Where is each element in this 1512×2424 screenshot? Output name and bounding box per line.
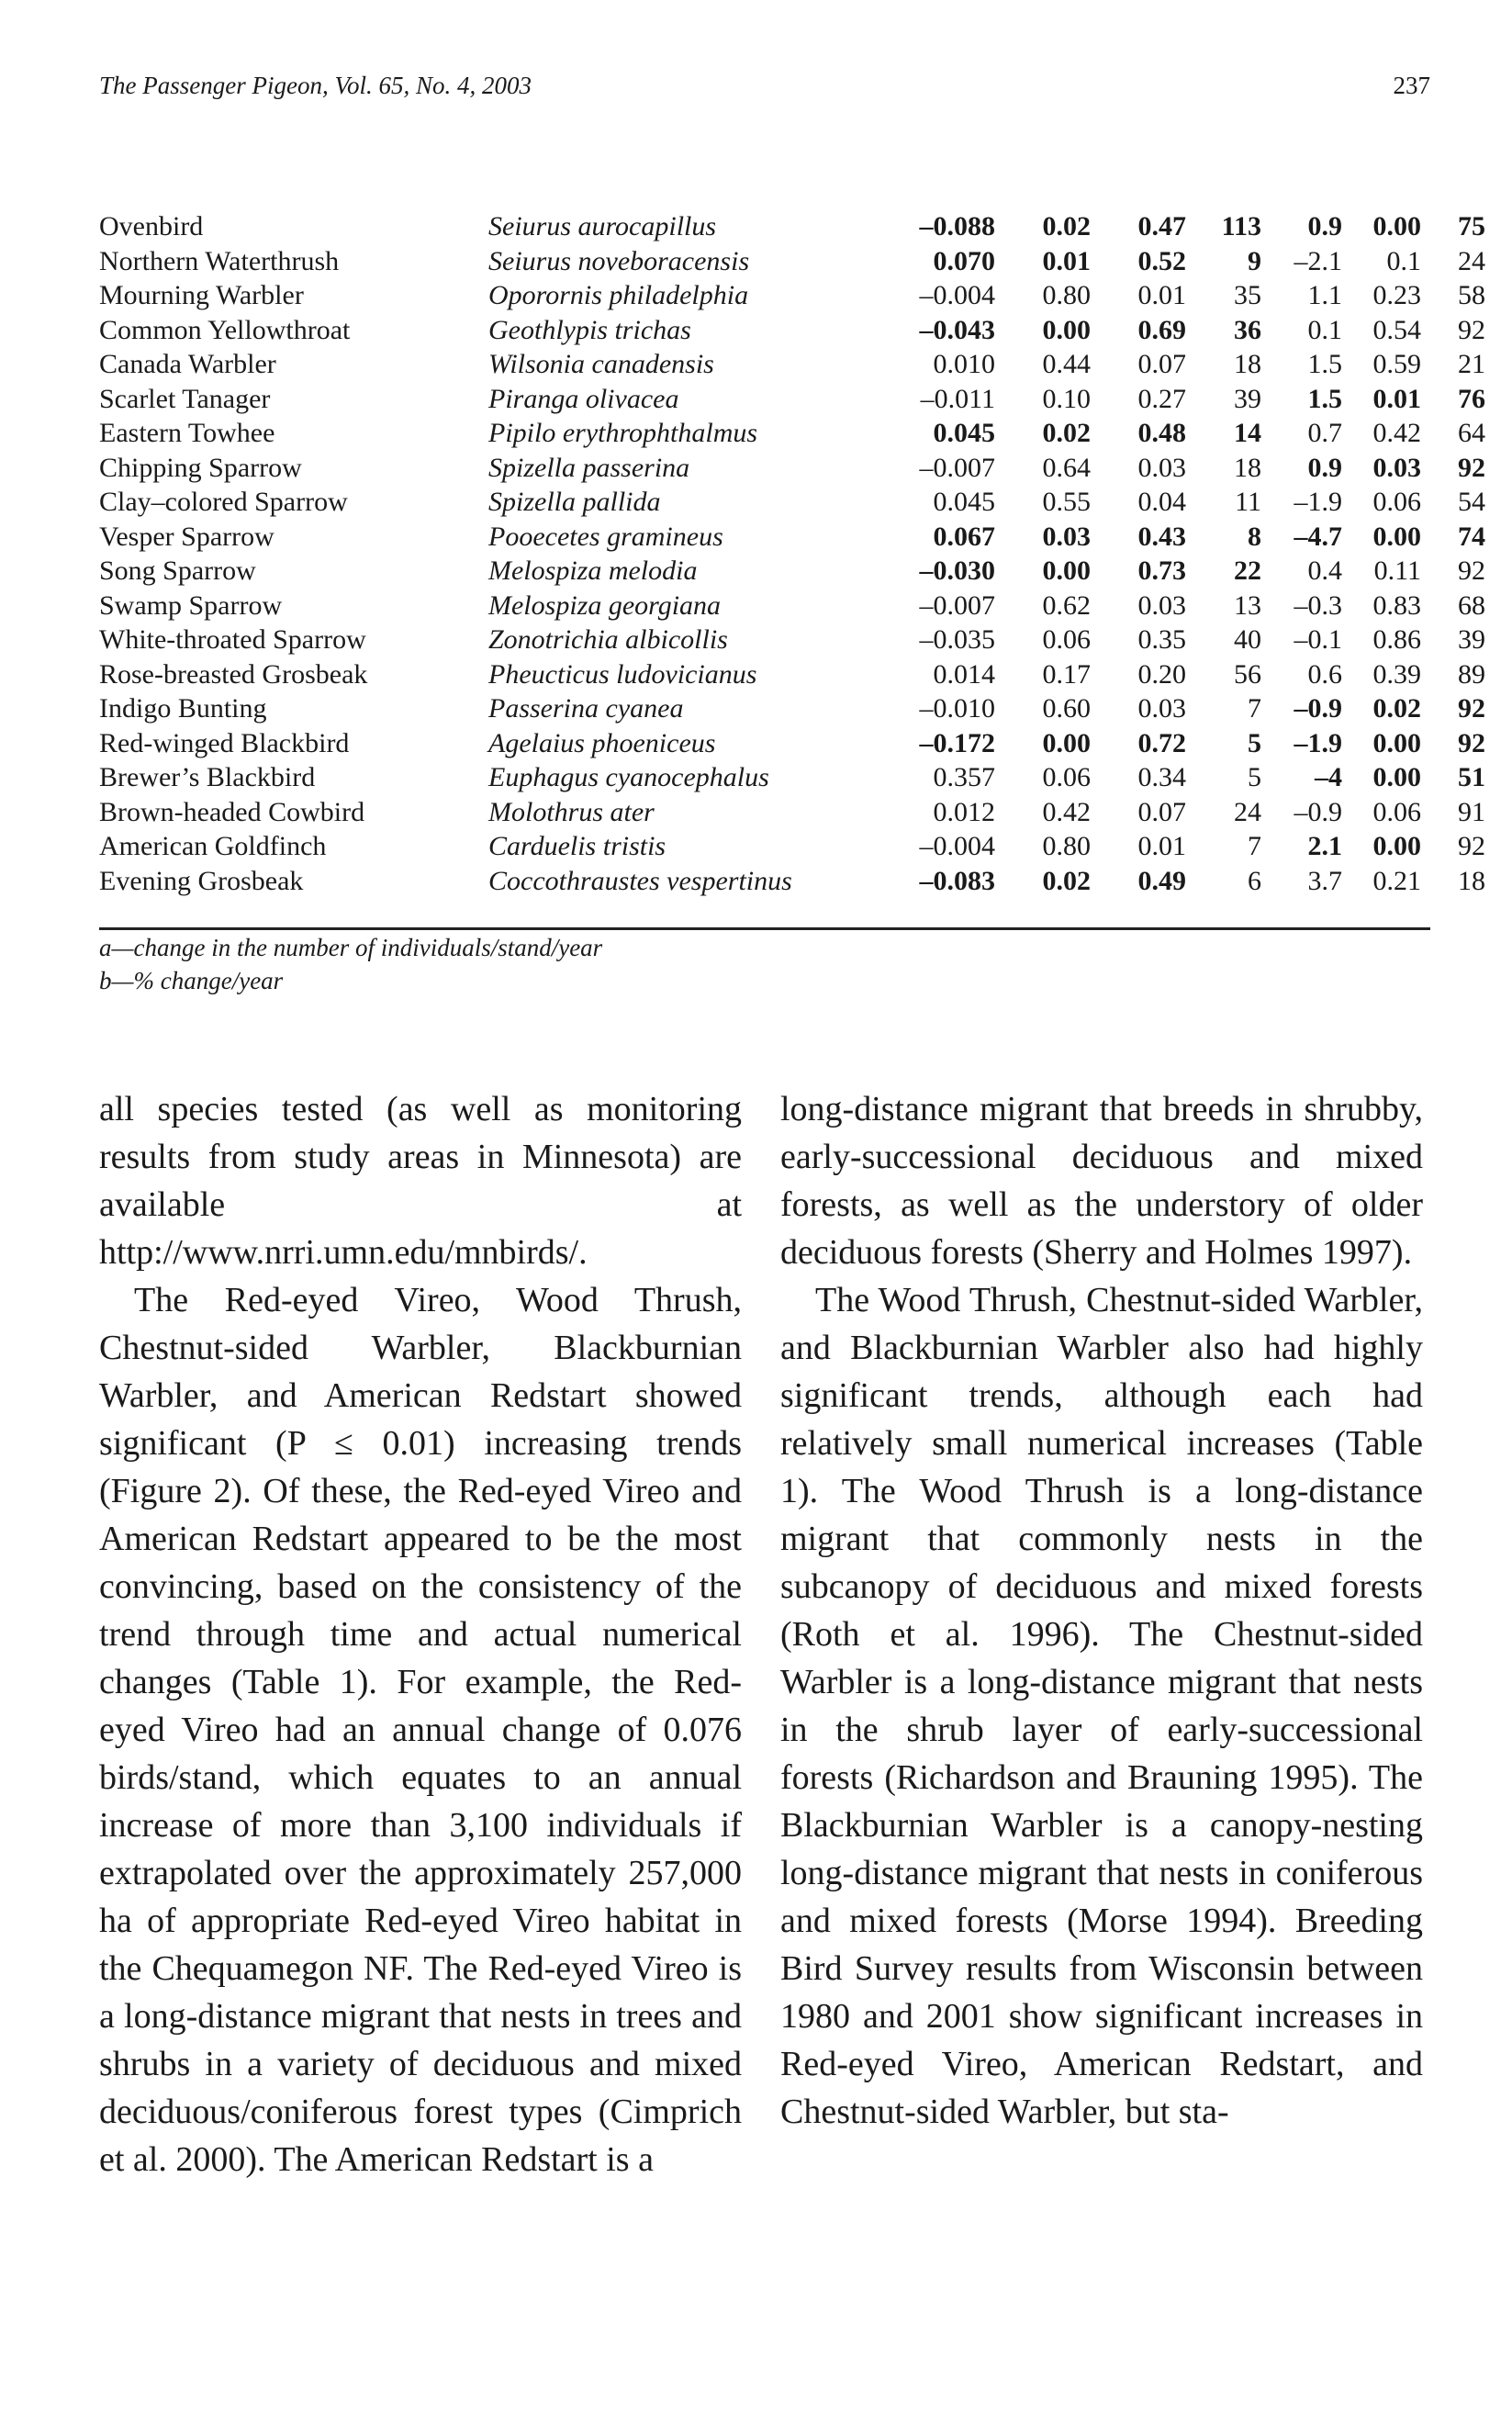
table-cell: 0.02	[1042, 865, 1091, 896]
table-cell: 0.80	[1042, 280, 1091, 310]
table-cell: 113	[1221, 211, 1261, 241]
species-scientific-name: Passerina cyanea	[488, 693, 684, 724]
species-common-name: Chipping Sparrow	[99, 452, 302, 483]
table-row	[99, 278, 1485, 313]
table-cell: 0.03	[1137, 589, 1186, 621]
table-cell: –0.088	[919, 211, 995, 241]
table-cell: –0.1	[1294, 624, 1342, 655]
table-cell: 40	[1234, 624, 1261, 655]
paragraph: all species tested (as well as monitoring results from study areas in Minnesota) are available at http://www.nrri.umn.edu/mnbirds/.	[99, 1090, 742, 1272]
table-cell: 0.59	[1372, 349, 1421, 379]
table-row	[99, 209, 1485, 244]
table-cell: 0.00	[1372, 762, 1421, 792]
paragraph: The Wood Thrush, Chestnut-sided Warbler, and Blackburnian Warbler also had highly significant trends, although each had relatively small numerical increases (Table 1). The Wood Thrush is a long-distance migrant that commonly nests in the subcanopy of deciduous and mixed forests (Roth et al. 1996). The Chestnut-sided Warbler is a long-distance migrant that nests in the shrub layer of early-successional forests (Richardson and Brauning 1995). The Blackburnian Warbler is a canopy-nesting long-distance migrant that nests in coniferous and mixed forests (Morse 1994). Breeding Bird Survey results from Wisconsin between 1980 and 2001 show significant increases in Red-eyed Vireo, American Redstart, and Chestnut-sided Warbler, but sta-	[780, 1281, 1423, 2131]
table-cell: –1.9	[1294, 727, 1342, 758]
table-cell: 0.9	[1307, 211, 1342, 241]
table-cell: 5	[1248, 727, 1261, 758]
table-cell: 0.23	[1372, 280, 1421, 310]
table-cell: –2.1	[1294, 245, 1342, 276]
table-row	[99, 382, 1485, 417]
table-cell: 74	[1458, 521, 1485, 552]
table-cell: 0.49	[1137, 865, 1186, 896]
table-cell: 0.00	[1372, 831, 1421, 861]
species-common-name: Swamp Sparrow	[99, 589, 283, 621]
table-cell: 18	[1234, 452, 1261, 483]
species-scientific-name: Oporornis philadelphia	[488, 280, 749, 310]
table-cell: –0.004	[919, 280, 995, 310]
species-common-name: Northern Waterthrush	[99, 245, 340, 276]
table-cell: 0.070	[933, 245, 995, 276]
table-cell: 36	[1234, 314, 1261, 345]
species-scientific-name: Geothlypis trichas	[488, 314, 691, 345]
table-row	[99, 589, 1485, 623]
page-number: 237	[1393, 72, 1430, 99]
table-cell: 0.03	[1137, 693, 1186, 724]
table-cell: 76	[1458, 383, 1485, 414]
table-cell: 51	[1458, 762, 1485, 792]
table-cell: –0.010	[919, 693, 995, 724]
table-cell: 0.01	[1137, 280, 1186, 310]
table-cell: –0.9	[1294, 693, 1342, 724]
table-cell: 0.00	[1042, 727, 1091, 758]
body-column-left	[99, 1085, 742, 2183]
table-cell: 56	[1234, 658, 1261, 690]
table-cell: 22	[1234, 556, 1261, 586]
table-cell: 0.00	[1042, 314, 1091, 345]
table-cell: 68	[1458, 589, 1485, 621]
table-cell: 92	[1458, 556, 1485, 586]
table-cell: 0.27	[1137, 383, 1186, 414]
table-cell: –0.030	[919, 556, 995, 586]
table-cell: 0.35	[1137, 624, 1186, 655]
species-common-name: Common Yellowthroat	[99, 314, 351, 345]
footnote-a: a—change in the number of individuals/stand/year	[99, 934, 603, 961]
table-cell: 0.4	[1307, 556, 1342, 586]
table-cell: 0.03	[1372, 452, 1421, 483]
species-scientific-name: Zonotrichia albicollis	[488, 624, 728, 655]
table-cell: 0.1	[1307, 314, 1342, 345]
species-scientific-name: Carduelis tristis	[488, 831, 666, 861]
species-common-name: Indigo Bunting	[99, 693, 267, 724]
table-cell: –0.011	[920, 383, 995, 414]
table-row	[99, 760, 1485, 795]
species-scientific-name: Piranga olivacea	[488, 383, 679, 414]
table-cell: 18	[1234, 349, 1261, 379]
body-column-right	[780, 1085, 1423, 2136]
table-cell: 0.11	[1373, 556, 1421, 586]
table-cell: 0.10	[1042, 383, 1091, 414]
table-cell: 0.86	[1372, 624, 1421, 655]
footnote-b: b—% change/year	[99, 967, 284, 994]
table-cell: 13	[1234, 589, 1261, 621]
table-cell: 0.02	[1372, 693, 1421, 724]
table-cell: 58	[1458, 280, 1485, 310]
table-cell: 0.01	[1137, 831, 1186, 861]
table-cell: 91	[1458, 796, 1485, 827]
table-cell: 0.06	[1042, 624, 1091, 655]
species-scientific-name: Pooecetes gramineus	[488, 521, 723, 552]
table-cell: –0.007	[919, 452, 995, 483]
table-cell: 35	[1234, 280, 1261, 310]
table-cell: 0.357	[933, 762, 995, 792]
species-common-name: Ovenbird	[99, 211, 204, 241]
table-cell: –4.7	[1294, 521, 1342, 552]
species-scientific-name: Melospiza georgiana	[488, 589, 722, 621]
table-cell: 0.01	[1042, 245, 1091, 276]
table-cell: 0.07	[1137, 796, 1186, 827]
table-cell: 0.73	[1137, 556, 1186, 586]
table-cell: 6	[1248, 865, 1261, 896]
table-cell: 0.55	[1042, 487, 1091, 517]
table-cell: 24	[1458, 245, 1485, 276]
table-cell: –0.007	[919, 589, 995, 621]
table-cell: 0.44	[1042, 349, 1091, 379]
table-cell: 0.012	[933, 796, 995, 827]
table-cell: 0.83	[1372, 589, 1421, 621]
species-common-name: Canada Warbler	[99, 349, 276, 379]
table-cell: 0.01	[1372, 383, 1421, 414]
table-cell: 0.04	[1137, 487, 1186, 517]
table-cell: 0.34	[1137, 762, 1186, 792]
table-cell: 39	[1234, 383, 1261, 414]
table-cell: 0.43	[1137, 521, 1186, 552]
table-cell: 1.1	[1307, 280, 1342, 310]
table-cell: 3.7	[1307, 865, 1342, 896]
table-cell: 0.1	[1386, 245, 1421, 276]
table-cell: 0.52	[1137, 245, 1186, 276]
species-common-name: Scarlet Tanager	[99, 383, 271, 414]
species-common-name: Rose-breasted Grosbeak	[99, 658, 368, 690]
table-cell: 21	[1458, 349, 1485, 379]
table-cell: 0.17	[1042, 658, 1091, 690]
table-cell: 89	[1458, 658, 1485, 690]
table-cell: 54	[1458, 487, 1485, 517]
table-cell: 0.39	[1372, 658, 1421, 690]
table-row	[99, 726, 1485, 761]
table-cell: 0.00	[1042, 556, 1091, 586]
table-cell: 0.045	[933, 487, 995, 517]
table-cell: 0.72	[1137, 727, 1186, 758]
table-cell: 0.06	[1042, 762, 1091, 792]
table-cell: –0.035	[919, 624, 995, 655]
table-cell: 0.64	[1042, 452, 1091, 483]
table-cell: 5	[1248, 762, 1261, 792]
species-common-name: Brewer’s Blackbird	[99, 762, 316, 792]
table-cell: –0.004	[919, 831, 995, 861]
table-row	[99, 416, 1485, 451]
table-cell: 0.02	[1042, 211, 1091, 241]
table-cell: 92	[1458, 314, 1485, 345]
table-cell: 0.014	[933, 658, 995, 690]
table-cell: 0.9	[1307, 452, 1342, 483]
paragraph: long-distance migrant that breeds in shrubby, early-successional deciduous and mixed forests, as well as the understory of older deciduous forests (Sherry and Holmes 1997).	[780, 1090, 1423, 1272]
table-cell: 0.00	[1372, 521, 1421, 552]
table-cell: –1.9	[1294, 487, 1342, 517]
table-row	[99, 347, 1485, 382]
table-cell: 92	[1458, 831, 1485, 861]
species-common-name: White-throated Sparrow	[99, 624, 366, 655]
table-cell: 2.1	[1307, 831, 1342, 861]
table-row	[99, 520, 1485, 555]
species-scientific-name: Pipilo erythrophthalmus	[488, 418, 758, 448]
table-row	[99, 451, 1485, 486]
table-cell: 0.69	[1137, 314, 1186, 345]
species-scientific-name: Seiurus aurocapillus	[488, 211, 717, 241]
table-cell: 64	[1458, 418, 1485, 448]
table-bottom-rule	[99, 927, 1430, 930]
species-scientific-name: Euphagus cyanocephalus	[488, 762, 769, 792]
table-cell: 0.00	[1372, 727, 1421, 758]
table-cell: 0.02	[1042, 418, 1091, 448]
species-trend-table	[99, 209, 1485, 898]
table-cell: 0.21	[1372, 865, 1421, 896]
table-cell: 0.045	[933, 418, 995, 448]
table-row	[99, 691, 1485, 726]
table-cell: 18	[1458, 865, 1485, 896]
table-cell: 0.42	[1372, 418, 1421, 448]
table-cell: 14	[1234, 418, 1261, 448]
table-cell: 0.47	[1137, 211, 1186, 241]
species-scientific-name: Spizella passerina	[488, 452, 690, 483]
species-common-name: Vesper Sparrow	[99, 521, 274, 552]
table-cell: 0.6	[1307, 658, 1342, 690]
table-cell: 0.54	[1372, 314, 1421, 345]
species-scientific-name: Agelaius phoeniceus	[488, 727, 716, 758]
species-common-name: Song Sparrow	[99, 556, 256, 586]
table-cell: –0.3	[1294, 589, 1342, 621]
table-row	[99, 864, 1485, 899]
species-common-name: Eastern Towhee	[99, 418, 275, 448]
table-cell: 0.06	[1372, 487, 1421, 517]
table-cell: –0.9	[1294, 796, 1342, 827]
species-scientific-name: Seiurus noveboracensis	[488, 245, 750, 276]
table-cell: 0.80	[1042, 831, 1091, 861]
table-cell: 1.5	[1307, 383, 1342, 414]
table-cell: 0.06	[1372, 796, 1421, 827]
species-scientific-name: Melospiza melodia	[488, 556, 698, 586]
table-footnotes	[99, 931, 602, 997]
table-cell: 0.067	[933, 521, 995, 552]
table-cell: –0.043	[919, 314, 995, 345]
species-scientific-name: Pheucticus ludovicianus	[488, 658, 757, 690]
table-cell: 24	[1234, 796, 1261, 827]
table-cell: 0.00	[1372, 211, 1421, 241]
species-common-name: Brown-headed Cowbird	[99, 796, 365, 827]
journal-title: The Passenger Pigeon, Vol. 65, No. 4, 2003	[99, 72, 532, 99]
table-cell: 0.03	[1042, 521, 1091, 552]
species-common-name: American Goldfinch	[99, 831, 327, 861]
table-cell: 0.60	[1042, 693, 1091, 724]
table-cell: –4	[1315, 762, 1342, 792]
table-cell: 0.07	[1137, 349, 1186, 379]
paragraph: The Red-eyed Vireo, Wood Thrush, Chestnut-sided Warbler, Blackburnian Warbler, and American Redstart showed significant (P ≤ 0.01) increasing trends (Figure 2). Of these, the Red-eyed Vireo and American Redstart appeared to be the most convincing, based on the consistency of the trend through time and actual numerical changes (Table 1). For example, the Red-eyed Vireo had an annual change of 0.076 birds/stand, which equates to an annual increase of more than 3,100 individuals if extrapolated over the approximately 257,000 ha of appropriate Red-eyed Vireo habitat in the Chequamegon NF. The Red-eyed Vireo is a long-distance migrant that nests in trees and shrubs in a variety of deciduous and mixed deciduous/coniferous forest types (Cimprich et al. 2000). The American Redstart is a	[99, 1281, 742, 2179]
table-cell: 0.010	[933, 349, 995, 379]
table-cell: 75	[1458, 211, 1485, 241]
species-common-name: Red-winged Blackbird	[99, 727, 350, 758]
table-cell: 8	[1248, 521, 1261, 552]
species-common-name: Mourning Warbler	[99, 280, 304, 310]
table-cell: 0.48	[1137, 418, 1186, 448]
table-cell: 7	[1248, 693, 1261, 724]
table-row	[99, 313, 1485, 348]
species-scientific-name: Coccothraustes vespertinus	[488, 865, 792, 896]
table-cell: 7	[1248, 831, 1261, 861]
species-scientific-name: Wilsonia canadensis	[488, 349, 714, 379]
table-cell: –0.083	[919, 865, 995, 896]
table-cell: 0.42	[1042, 796, 1091, 827]
species-scientific-name: Molothrus ater	[488, 796, 655, 827]
table-cell: 11	[1235, 487, 1261, 517]
table-cell: 0.20	[1137, 658, 1186, 690]
table-cell: 0.62	[1042, 589, 1091, 621]
table-cell: –0.172	[919, 727, 995, 758]
table-cell: 1.5	[1307, 349, 1342, 379]
table-cell: 9	[1248, 245, 1261, 276]
species-common-name: Clay–colored Sparrow	[99, 487, 348, 517]
table-row	[99, 657, 1485, 692]
page-header	[99, 72, 1430, 108]
species-common-name: Evening Grosbeak	[99, 865, 304, 896]
table-cell: 92	[1458, 693, 1485, 724]
table-cell: 92	[1458, 452, 1485, 483]
table-row	[99, 485, 1485, 520]
table-row	[99, 244, 1485, 279]
table-row	[99, 554, 1485, 589]
table-row	[99, 623, 1485, 657]
species-scientific-name: Spizella pallida	[488, 487, 661, 517]
table-cell: 39	[1458, 624, 1485, 655]
table-cell: 0.03	[1137, 452, 1186, 483]
table-row	[99, 795, 1485, 830]
table-cell: 0.7	[1307, 418, 1342, 448]
table-cell: 92	[1458, 727, 1485, 758]
table-row	[99, 829, 1485, 864]
